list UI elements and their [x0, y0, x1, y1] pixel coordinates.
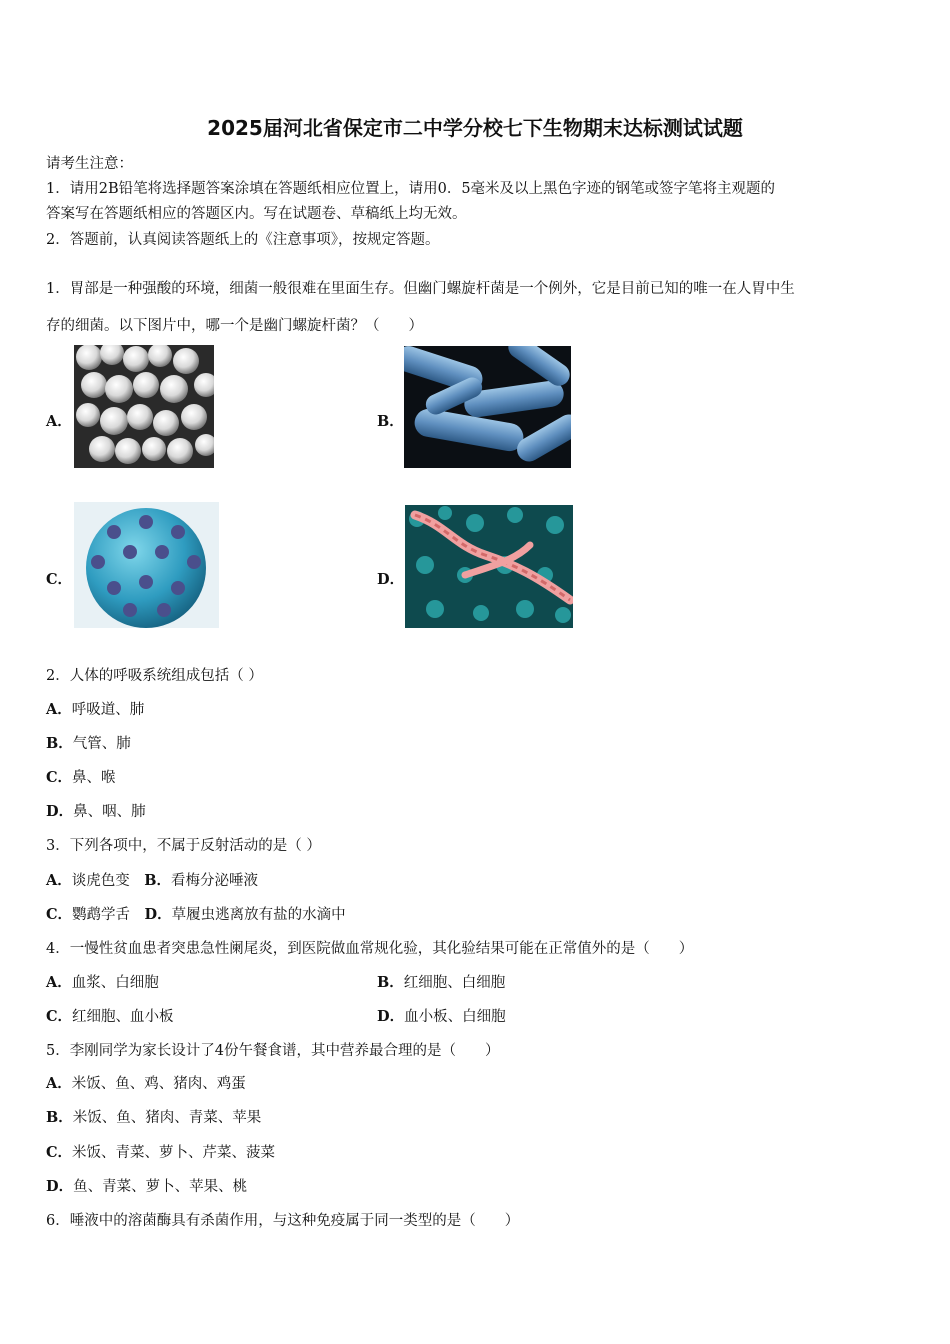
q1-option-a-label: A． [46, 413, 72, 430]
q6-stem: 6．唾液中的溶菌酶具有杀菌作用，与这种免疫属于同一类型的是（ ） [46, 1213, 520, 1229]
virus-image [74, 502, 219, 628]
helicobacter-image [405, 505, 573, 628]
q2-option-b: B．气管、肺 [46, 735, 131, 752]
bacilli-bacteria-image [404, 346, 571, 468]
q5-option-c: C．米饭、青菜、萝卜、芹菜、菠菜 [46, 1144, 276, 1161]
q5-option-b: B．米饭、鱼、猪肉、青菜、苹果 [46, 1109, 262, 1126]
q4-option-c: C．红细胞、血小板 [46, 1008, 174, 1025]
q2-option-d: D．鼻、咽、肺 [46, 803, 146, 820]
notice-item-2: 2．答题前，认真阅读答题纸上的《注意事项》，按规定答题。 [46, 232, 440, 248]
q1-stem-line-1: 1．胃部是一种强酸的环境，细菌一般很难在里面生存。但幽门螺旋杆菌是一个例外，它是目前已知的唯一在人胃中生 [46, 281, 795, 297]
cocci-bacteria-image [74, 345, 214, 468]
q1-option-d-label: D． [377, 571, 405, 588]
notice-item-1-line-1: 1．请用2B铅笔将选择题答案涂填在答题纸相应位置上，请用0．5毫米及以上黑色字迹的钢笔或签字笔将主观题的 [46, 181, 776, 197]
q1-option-c-label: C． [46, 571, 73, 588]
q3-stem: 3．下列各项中，不属于反射活动的是（ ） [46, 838, 321, 854]
q2-option-c: C．鼻、喉 [46, 769, 116, 786]
notice-item-1-line-2: 答案写在答题纸相应的答题区内。写在试题卷、草稿纸上均无效。 [46, 206, 467, 222]
q4-option-a: A．血浆、白细胞 [46, 974, 159, 991]
q2-stem: 2．人体的呼吸系统组成包括（ ） [46, 668, 263, 684]
q4-option-d: D．血小板、白细胞 [377, 1008, 506, 1025]
q3-options-row-2: C．鹦鹉学舌 D．草履虫逃离放有盐的水滴中 [46, 906, 346, 923]
q5-stem: 5．李刚同学为家长设计了4份午餐食谱，其中营养最合理的是（ ） [46, 1043, 500, 1059]
q4-stem: 4．一慢性贫血患者突患急性阑尾炎，到医院做血常规化验，其化验结果可能在正常值外的是（ ） [46, 941, 694, 957]
q3-options-row-1: A．谈虎色变 B．看梅分泌唾液 [46, 872, 259, 889]
q5-option-d: D．鱼、青菜、萝卜、苹果、桃 [46, 1178, 248, 1195]
page-title: 2025届河北省保定市二中学分校七下生物期末达标测试试题 [207, 116, 743, 140]
q5-option-a: A．米饭、鱼、鸡、猪肉、鸡蛋 [46, 1075, 246, 1092]
q4-option-b: B．红细胞、白细胞 [377, 974, 506, 991]
q2-option-a: A．呼吸道、肺 [46, 701, 145, 718]
q1-stem-line-2: 存的细菌。以下图片中，哪一个是幽门螺旋杆菌？（ ） [46, 318, 423, 334]
q1-option-b-label: B． [377, 413, 404, 430]
notice-heading: 请考生注意： [46, 156, 133, 172]
